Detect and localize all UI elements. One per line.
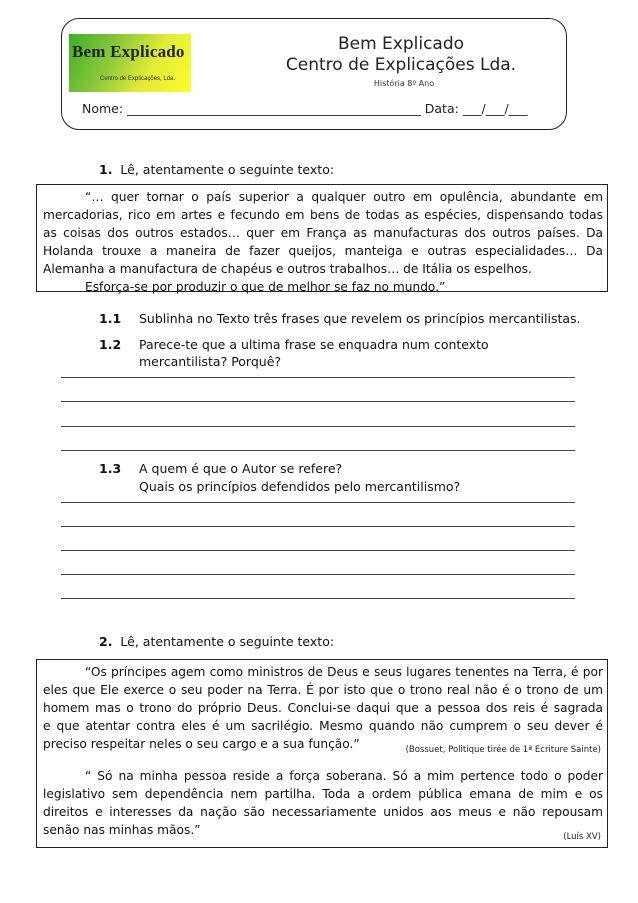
q2-text-2 — [43, 767, 603, 839]
q2-heading — [99, 634, 334, 649]
q1-1-text: Sublinha no Texto três frases que revelem os princípios mercantilistas. — [139, 311, 581, 326]
q2-text-line: senão nas minhas mãos.” — [43, 823, 201, 837]
answer-line[interactable] — [61, 450, 575, 451]
q1-heading — [99, 162, 334, 177]
q1-label: Lê, atentamente o seguinte texto: — [120, 162, 335, 177]
answer-line[interactable] — [61, 502, 575, 503]
q1-text-box — [36, 184, 608, 292]
q1-text-line: Esforça-se por produzir o que de melhor se faz no mundo.” — [85, 280, 446, 294]
answer-line[interactable] — [61, 550, 575, 551]
q1-number: 1. — [99, 162, 113, 177]
q1-text-line: as coisas dos outros estados… quer em França as manufacturas dos outros países. Da — [43, 226, 603, 240]
q1-2-number-label: 1.2 — [99, 337, 122, 352]
logo-title: Bem Explicado — [72, 42, 185, 61]
logo-subtitle: Centro de Explicações, Lda. — [100, 76, 176, 82]
header-subtitle: Centro de Explicações Lda. — [285, 55, 517, 75]
q2-text-box — [36, 659, 608, 848]
q2-source-2: (Luís XV) — [563, 832, 601, 842]
q1-3-number — [99, 461, 121, 476]
q2-source-1: (Bossuet, Politique tirée de 1ª Ecriture Sainte) — [405, 745, 601, 755]
answer-line[interactable] — [61, 574, 575, 575]
header-grade: História 8º Ano — [373, 79, 435, 88]
logo-background — [69, 34, 191, 92]
q1-2-text-b: mercantilista? Porquê? — [139, 354, 282, 369]
q1-2-number — [99, 337, 121, 352]
q1-1 — [99, 311, 121, 326]
q2-text-line: legislativo sem dependência nem partilha. Toda a ordem pública emana de mim e os — [43, 787, 603, 801]
q1-text-line: mercadorias, rico em artes e fecundo em bens de todas as espécies, dispensando todas — [43, 208, 603, 222]
q2-text-line: “Os príncipes agem como ministros de Deus e seus lugares tenentes na Terra, é por — [85, 665, 603, 679]
answer-line[interactable] — [61, 377, 575, 378]
q1-1-number: 1.1 — [99, 311, 122, 326]
q2-text-line: homem mas o trono do próprio Deus. Conclui-se daqui que a pessoa dos reis é sagrada — [43, 701, 603, 715]
q1-text — [43, 188, 603, 296]
q2-text-line: “ Só na minha pessoa reside a força soberana. Só a mim pertence todo o poder — [85, 769, 603, 783]
q1-2-text-a: Parece-te que a ultima frase se enquadra num contexto — [139, 337, 489, 352]
q1-3-text-b: Quais os princípios defendidos pelo mercantilismo? — [139, 479, 461, 494]
q1-text-line: Holanda trouxe a maneira de fazer queijos, manteiga e outras especialidades… Da — [43, 244, 603, 258]
answer-line[interactable] — [61, 598, 575, 599]
q1-3-number-label: 1.3 — [99, 461, 122, 476]
q2-text-line: preciso respeitar neles o seu cargo e a sua função.” — [43, 737, 360, 751]
q1-text-line: Alemanha a manufactura de chapéus e outros trabalhos… de Itália os espelhos. — [43, 262, 532, 276]
q1-3-text-a: A quem é que o Autor se refere? — [139, 461, 343, 476]
q2-number: 2. — [99, 634, 113, 649]
q2-text-line: eles que Ele exerce o seu poder na Terra. É por isto que o trono real não é o trono de um — [43, 683, 603, 697]
answer-line[interactable] — [61, 426, 575, 427]
q2-text-1 — [43, 663, 603, 753]
logo — [69, 34, 191, 92]
answer-line[interactable] — [61, 526, 575, 527]
q2-label: Lê, atentamente o seguinte texto: — [120, 634, 335, 649]
q2-text-line: direitos e interesses da nação são necessariamente unidos aos meus e não repousam — [43, 805, 603, 819]
answer-line[interactable] — [61, 401, 575, 402]
q1-text-line: “… quer tornar o país superior a qualquer outro em opulência, abundante em — [85, 190, 603, 204]
name-date-field[interactable]: Nome: _______________________________________________ Data: ___/___/___ — [82, 101, 528, 116]
header-title: Bem Explicado — [337, 34, 465, 54]
q2-text-line: e que atentar contra eles é um sacrilégio. Mesmo quando não cumprem o seu dever é — [43, 719, 603, 733]
